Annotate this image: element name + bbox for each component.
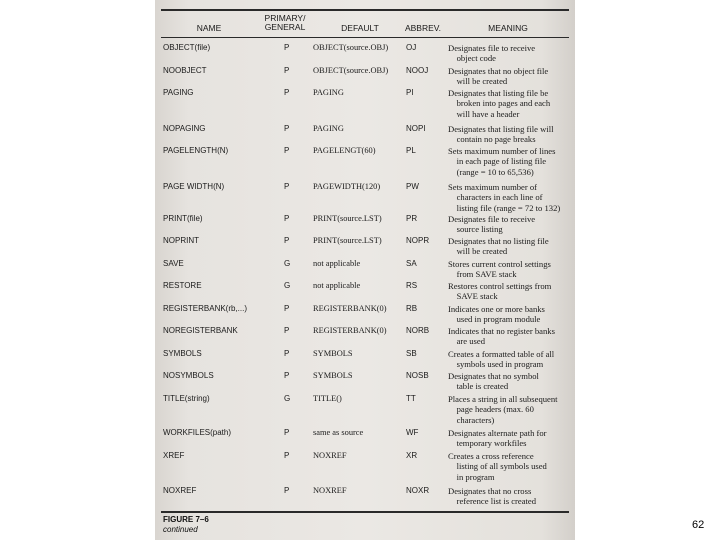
cell-name: NOSYMBOLS [163,371,214,380]
cell-pg: P [284,146,290,155]
cell-abbrev: NOOJ [406,66,429,75]
cell-abbrev: TT [406,394,416,403]
cell-name: NOOBJECT [163,66,207,75]
cell-meaning: Creates a formatted table of all symbols used in program [448,349,555,370]
cell-pg: P [284,349,290,358]
cell-default: REGISTERBANK(0) [313,304,387,313]
cell-abbrev: PL [406,146,416,155]
header-primary-general: PRIMARY/ GENERAL [264,13,306,32]
cell-pg: G [284,281,291,290]
cell-name: SYMBOLS [163,349,202,358]
cell-default: PAGING [313,88,344,97]
cell-pg: P [284,214,290,223]
slide-page-number: 62 [692,519,705,531]
cell-name: WORKFILES(path) [163,428,232,437]
cell-name: SAVE [163,259,184,268]
cell-pg: P [284,304,290,313]
cell-meaning: Sets maximum number of lines in each page of listing file (range = 10 to 65,536) [448,146,556,177]
cell-meaning: Designates that no object file will be created [448,66,549,87]
cell-default: OBJECT(source.OBJ) [313,66,389,75]
cell-default: NOXREF [313,486,347,495]
cell-default: PRINT(source.LST) [313,214,382,223]
cell-name: NOREGISTERBANK [163,326,238,335]
cell-default: PRINT(source.LST) [313,236,382,245]
cell-meaning: Designates that no symbol table is created [448,371,539,392]
cell-abbrev: PI [406,88,414,97]
cell-abbrev: NOPI [406,124,426,133]
cell-default: not applicable [313,281,361,290]
cell-meaning: Designates that no cross reference list is created [448,486,537,507]
cell-pg: P [284,326,290,335]
cell-default: PAGING [313,124,344,133]
cell-meaning: Creates a cross reference listing of all symbols used in program [448,451,547,482]
cell-meaning: Designates alternate path for temporary workfiles [448,428,547,449]
table-header-rule [161,37,569,38]
cell-abbrev: OJ [406,43,417,52]
cell-pg: P [284,43,290,52]
cell-abbrev: NOPR [406,236,430,245]
cell-abbrev: SB [406,349,417,358]
cell-meaning: Sets maximum number of characters in each line of listing file (range = 72 to 132) [448,182,561,213]
cell-abbrev: RB [406,304,418,313]
cell-abbrev: RS [406,281,418,290]
cell-pg: P [284,236,290,245]
cell-abbrev: NOSB [406,371,429,380]
cell-name: OBJECT(file) [163,43,211,52]
cell-name: REGISTERBANK(rb,...) [163,304,248,313]
cell-name: RESTORE [163,281,202,290]
cell-name: PRINT(file) [163,214,203,223]
cell-abbrev: PW [406,182,419,191]
cell-meaning: Designates that no listing file will be created [448,236,549,257]
cell-pg: P [284,451,290,460]
cell-meaning: Stores current control settings from SAVE stack [448,259,551,280]
cell-pg: G [284,259,291,268]
cell-meaning: Places a string in all subsequent page headers (max. 60 characters) [448,394,558,425]
cell-default: NOXREF [313,451,347,460]
table-bottom-rule [161,511,569,513]
cell-abbrev: XR [406,451,418,460]
cell-pg: P [284,88,290,97]
cell-meaning: Designates that listing file be broken into pages and each will have a header [448,88,551,119]
cell-abbrev: SA [406,259,417,268]
cell-default: PAGEWIDTH(120) [313,182,381,191]
cell-name: NOPAGING [163,124,206,133]
cell-name: NOXREF [163,486,197,495]
cell-pg: P [284,486,290,495]
scanned-book-page [155,0,575,540]
table-top-rule [161,9,569,11]
cell-default: SYMBOLS [313,371,353,380]
header-name: NAME [196,23,222,33]
cell-pg: P [284,371,290,380]
cell-pg: G [284,394,291,403]
cell-default: TITLE() [313,394,342,403]
cell-name: PAGELENGTH(N) [163,146,229,155]
header-meaning: MEANING [488,23,528,33]
cell-pg: P [284,66,290,75]
cell-meaning: Designates file to receive source listing [448,214,536,235]
cell-abbrev: PR [406,214,418,223]
cell-pg: P [284,428,290,437]
cell-default: same as source [313,428,364,437]
cell-name: PAGE WIDTH(N) [163,182,225,191]
figure-continued: continued [163,525,198,534]
cell-default: REGISTERBANK(0) [313,326,387,335]
figure-caption [163,515,209,535]
cell-default: PAGELENGT(60) [313,146,376,155]
cell-abbrev: NORB [406,326,430,335]
cell-meaning: Designates file to receive object code [448,43,536,64]
cell-default: SYMBOLS [313,349,353,358]
cell-meaning: Indicates one or more banks used in program module [448,304,545,325]
cell-name: TITLE(string) [163,394,210,403]
cell-abbrev: NOXR [406,486,430,495]
cell-meaning: Designates that listing file will contain no page breaks [448,124,554,145]
cell-pg: P [284,124,290,133]
figure-label: FIGURE 7–6 [163,515,209,524]
cell-default: not applicable [313,259,361,268]
cell-abbrev: WF [406,428,419,437]
cell-name: NOPRINT [163,236,199,245]
header-default: DEFAULT [341,23,379,33]
header-abbrev: ABBREV. [404,23,442,33]
cell-name: PAGING [163,88,194,97]
cell-pg: P [284,182,290,191]
cell-default: OBJECT(source.OBJ) [313,43,389,52]
cell-name: XREF [163,451,185,460]
cell-meaning: Indicates that no register banks are used [448,326,555,347]
cell-meaning: Restores control settings from SAVE stack [448,281,552,302]
